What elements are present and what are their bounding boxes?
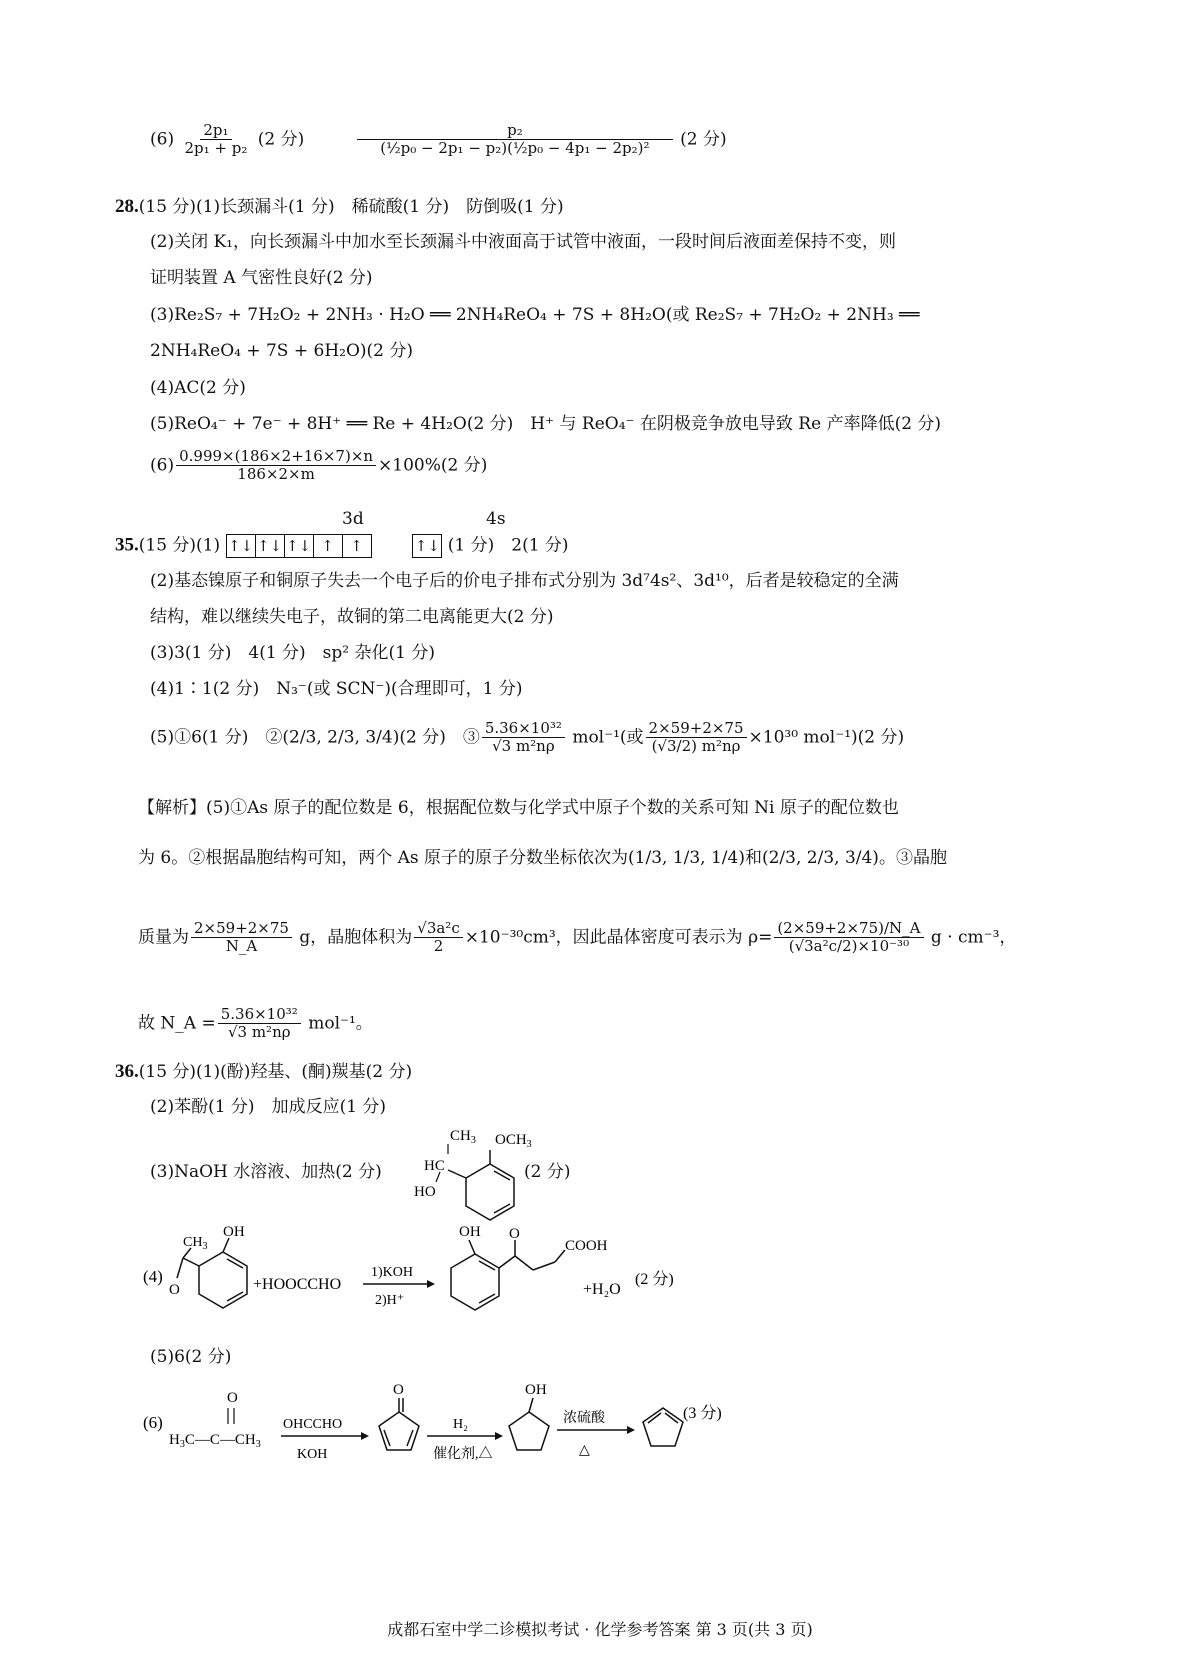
orbital-cell: ↑↓ — [414, 537, 440, 555]
svg-text:CH3: $CH_3$ — [183, 1235, 208, 1252]
q28-line1: 28.(15 分)(1)长颈漏斗(1 分) 稀硫酸(1 分) 防倒吸(1 分) — [115, 196, 564, 217]
orbital-cell: ↑↓ — [227, 535, 256, 557]
q28-line5: 2NH₄ReO₄ + 7S + 6H₂O)(2 分) — [150, 341, 414, 361]
q36-line5: (5)6(2 分) — [150, 1347, 232, 1367]
orbital-box-4s — [412, 534, 442, 558]
orbital-label-4s: 4s — [486, 509, 506, 529]
orbital-label-3d: 3d — [342, 509, 364, 529]
svg-text:OCH3: $OCH_3$ — [495, 1132, 532, 1150]
reagent-text: +HOOCCHO — [253, 1276, 342, 1293]
svg-text:COOH: COOH — [565, 1238, 608, 1254]
q35-line5: (4)1∶1(2 分) N₃⁻(或 SCN⁻)(合理即可，1 分) — [150, 679, 523, 699]
q28-line2: (2)关闭 K₁，向长颈漏斗中加水至长颈漏斗中液面高于试管中液面，一段时间后液面差保持不变，则 — [150, 232, 896, 252]
svg-text:OH: OH — [459, 1224, 481, 1240]
q35-line1: 35.(15 分)(1) ↑↓ ↑↓ ↑↓ ↑ ↑ ↑↓ (1 分) 2(1 分) — [115, 534, 569, 558]
q35-line2: (2)基态镍原子和铜原子失去一个电子后的价电子排布式分别为 3d⁷4s²、3d¹⁰，后者是较稳定的全满 — [150, 571, 899, 591]
fraction: $\frac{2\times 59+2\times 75}{N\_A}$ — [191, 920, 292, 956]
q28-line7: (5)ReO₄⁻ + 7e⁻ + 8H⁺ ══ Re + 4H₂O(2 分) H⁺ 与 ReO₄⁻ 在阴极竞争放电导致 Re 产率降低(2 分) — [150, 414, 942, 434]
score-text: (2 分) — [635, 1271, 674, 1288]
q35-line6: (5)①6(1 分) ②(2/3, 2/3, 3/4)(2 分) ③ $\frac{\text{5.36×10³²}}{\text{√3 m²nρ}}$ mol⁻¹(或 $\frac{2\times 59+2\times 75}{\text{(√3/2) m²nρ}}$ ×10³⁰ mol⁻¹)(2 分) — [150, 719, 905, 756]
fraction: $\frac{\text{5.36×10³²}}{\text{√3 m²nρ}}$ — [482, 720, 565, 756]
q28-line4: (3)Re₂S₇ + 7H₂O₂ + 2NH₃ · H₂O ══ 2NH₄ReO₄ + 7S + 8H₂O(或 Re₂S₇ + 7H₂O₂ + 2NH₃ ══ — [150, 305, 920, 325]
score-text: (3 分) — [683, 1405, 722, 1422]
q27-part6: (6) $\frac{\text{2p₁}}{\text{2p₁ + p₂}}$ (2 分) $\frac{\text{p₂}}{\text{(½p₀ − 2p₁ − p₂)(½p₀ − 4p₁ − 2p₂)²}}$ (2 分) — [150, 121, 727, 158]
condition-text: H₂ — [453, 1417, 468, 1432]
svg-text:OH: OH — [525, 1382, 547, 1398]
svg-text:O: O — [169, 1282, 180, 1298]
condition-text: 2)H⁺ — [375, 1293, 405, 1308]
svg-text:O: O — [227, 1390, 238, 1406]
svg-text:CH3: $CH_3$ — [450, 1128, 476, 1146]
q36-line2: (2)苯酚(1 分) 加成反应(1 分) — [150, 1097, 387, 1117]
orbital-cell: ↑↓ — [285, 535, 314, 557]
condition-text: 1)KOH — [371, 1265, 413, 1280]
q28-line8: (6) $\frac{0.999\times(186\times 2+16\times 7)\times n}{186\times 2\times m}$ ×100%(2 分) — [150, 447, 488, 484]
fraction: $\frac{\text{√3a²c}}{2}$ — [414, 920, 462, 956]
fraction: $\frac{0.999\times(186\times 2+16\times 7)\times n}{186\times 2\times m}$ — [176, 448, 376, 484]
condition-text: 催化剂,△ — [433, 1447, 493, 1462]
fraction: $\frac{(2\times 59+2\times 75)/N\_A}{\text{(√3a²c/2)×10⁻³⁰}}$ — [774, 920, 923, 956]
page-footer: 成都石室中学二诊模拟考试 · 化学参考答案 第 3 页(共 3 页) — [387, 1620, 813, 1639]
fraction: $\frac{2\times 59+2\times 75}{\text{(√3/2) m²nρ}}$ — [646, 720, 747, 756]
svg-text:O: O — [509, 1226, 520, 1242]
product-tail: +H₂O — [583, 1281, 621, 1298]
reaction-q36-6 — [135, 1378, 895, 1473]
svg-text:O: O — [393, 1382, 404, 1398]
reaction-label: (4) — [143, 1267, 163, 1286]
svg-text:HO: HO — [414, 1184, 436, 1200]
svg-text:H3C—C—CH3: $H_3C—C—CH_3$ — [169, 1432, 261, 1450]
orbital-cell: ↑↓ — [256, 535, 285, 557]
analysis-line1: 【解析】(5)①As 原子的配位数是 6，根据配位数与化学式中原子个数的关系可知 Ni 原子的配位数也 — [138, 798, 899, 818]
condition-text: 浓硫酸 — [563, 1411, 605, 1426]
svg-text:OH: OH — [223, 1224, 245, 1240]
q35-line3: 结构，难以继续失电子，故铜的第二电离能更大(2 分) — [150, 607, 554, 627]
analysis-line4: 故 N_A = $\frac{\text{5.36×10³²}}{\text{√3 m²nρ}}$ mol⁻¹。 — [138, 1005, 373, 1042]
condition-text: △ — [579, 1443, 590, 1458]
analysis-line2: 为 6。②根据晶胞结构可知，两个 As 原子的原子分数坐标依次为(1/3, 1/3, 1/4)和(2/3, 2/3, 3/4)。③晶胞 — [138, 848, 947, 868]
fraction: $\frac{\text{5.36×10³²}}{\text{√3 m²nρ}}$ — [218, 1006, 301, 1042]
q35-line4: (3)3(1 分) 4(1 分) sp² 杂化(1 分) — [150, 643, 435, 663]
condition-text: KOH — [297, 1447, 328, 1462]
reaction-q36-4 — [135, 1222, 1015, 1327]
orbital-cell: ↑ — [350, 537, 363, 555]
q36-line3-score: (2 分) — [524, 1162, 571, 1182]
analysis-line3: 质量为 $\frac{2\times 59+2\times 75}{N\_A}$ g，晶胞体积为 $\frac{\text{√3a²c}}{2}$ ×10⁻³⁰cm³，因此晶体密度可表示为 ρ= $\frac{(2\times 59+2\times 75)/N\_A}{\text{(√3a²c/2)×10⁻³⁰}}$ g · cm⁻³， — [138, 919, 1017, 956]
orbital-cell: ↑ — [314, 535, 343, 557]
fraction: $\frac{\text{2p₁}}{\text{2p₁ + p₂}}$ — [184, 121, 248, 158]
condition-text: OHCCHO — [283, 1417, 343, 1432]
reaction-label: (6) — [143, 1413, 163, 1432]
q28-line3: 证明装置 A 气密性良好(2 分) — [150, 268, 373, 288]
svg-text:HC: HC — [424, 1158, 445, 1174]
q36-line3: (3)NaOH 水溶液、加热(2 分) — [150, 1162, 382, 1182]
fraction: $\frac{\text{p₂}}{\text{(½p₀ − 2p₁ − p₂)(½p₀ − 4p₁ − 2p₂)²}}$ — [357, 122, 673, 158]
q28-line6: (4)AC(2 分) — [150, 378, 246, 398]
orbital-box-3d — [226, 534, 372, 558]
q36-line1: 36.(15 分)(1)(酚)羟基、(酮)羰基(2 分) — [115, 1061, 413, 1082]
